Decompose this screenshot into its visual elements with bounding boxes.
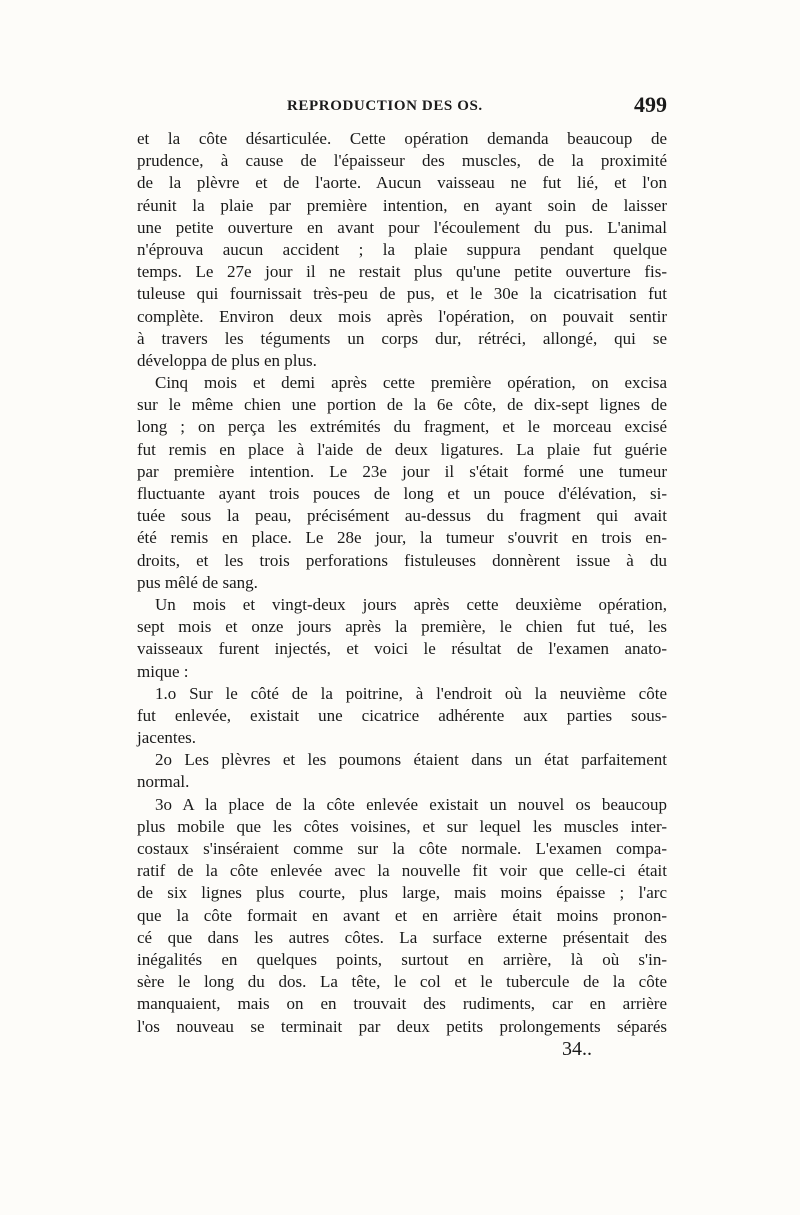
- text-line: fut remis en place à l'aide de deux ligatures. La plaie fut guérie: [137, 439, 667, 459]
- text-line: pus mêlé de sang.: [137, 572, 258, 592]
- text-line: inégalités en quelques points, surtout en arrière, là où s'in-: [137, 949, 667, 969]
- text-line: sère le long du dos. La tête, le col et le tubercule de la côte: [137, 972, 667, 992]
- text-line: n'éprouva aucun accident ; la plaie suppura pendant quelque: [137, 239, 667, 259]
- text-line: fluctuante ayant trois pouces de long et un pouce d'élévation, si-: [137, 484, 667, 503]
- text-line: vaisseaux furent injectés, et voici le résultat de l'examen anato-: [137, 639, 667, 659]
- text-line: plus mobile que les côtes voisines, et sur lequel les muscles inter-: [137, 816, 667, 836]
- text-line: temps. Le 27e jour il ne restait plus qu'une petite ouverture fis-: [137, 262, 667, 282]
- text-line: une petite ouverture en avant pour l'écoulement du pus. L'animal: [137, 217, 667, 237]
- text-line: 3o A la place de la côte enlevée existait un nouvel os beaucoup: [155, 794, 667, 814]
- text-line: sur le même chien une portion de la 6e côte, de dix-sept lignes de: [137, 395, 667, 415]
- text-line: manquaient, mais on en trouvait des rudiments, car en arrière: [137, 994, 667, 1014]
- text-line: à travers les téguments un corps dur, rétréci, allongé, qui se: [137, 328, 667, 348]
- page-number: 499: [634, 92, 667, 117]
- body-text: [137, 128, 667, 1038]
- page-header: [137, 92, 667, 122]
- text-line: tuleuse qui fournissait très-peu de pus, et le 30e la cicatrisation fut: [137, 284, 667, 304]
- text-line: normal.: [137, 772, 190, 792]
- text-line: 1.o Sur le côté de la poitrine, à l'endroit où la neuvième côte: [155, 683, 667, 703]
- signature-mark: 34..: [562, 1038, 592, 1060]
- text-line: ratif de la côte enlevée avec la nouvelle fit voir que celle-ci était: [137, 861, 667, 881]
- text-line: complète. Environ deux mois après l'opération, on pouvait sentir: [137, 306, 667, 326]
- text-line: sept mois et onze jours après la première, le chien fut tué, les: [137, 617, 667, 637]
- text-line: et la côte désarticulée. Cette opération demanda beaucoup de: [137, 129, 667, 148]
- running-head: REPRODUCTION DES OS.: [287, 98, 483, 114]
- text-line: de six lignes plus courte, plus large, mais moins épaisse ; l'arc: [137, 883, 667, 903]
- text-line: fut enlevée, existait une cicatrice adhérente aux parties sous-: [137, 705, 667, 725]
- text-line: que la côte formait en avant et en arrière était moins pronon-: [137, 905, 667, 925]
- text-line: 2o Les plèvres et les poumons étaient dans un état parfaitement: [155, 750, 667, 770]
- text-line: Un mois et vingt-deux jours après cette deuxième opération,: [155, 594, 667, 614]
- text-line: cé que dans les autres côtes. La surface externe présentait des: [137, 927, 667, 947]
- text-line: par première intention. Le 23e jour il s'était formé une tumeur: [137, 461, 667, 481]
- text-line: de la plèvre et de l'aorte. Aucun vaisseau ne fut lié, et l'on: [137, 173, 667, 193]
- text-line: Cinq mois et demi après cette première opération, on excisa: [155, 373, 667, 393]
- text-line: jacentes.: [137, 728, 196, 748]
- text-line: costaux s'inséraient comme sur la côte normale. L'examen compa-: [137, 839, 667, 858]
- text-line: développa de plus en plus.: [137, 350, 317, 370]
- text-line: long ; on perça les extrémités du fragment, et le morceau excisé: [137, 417, 667, 437]
- text-line: l'os nouveau se terminait par deux petits prolongements séparés: [137, 1016, 667, 1036]
- text-line: droits, et les trois perforations fistuleuses donnèrent issue à du: [137, 550, 667, 570]
- text-line: été remis en place. Le 28e jour, la tumeur s'ouvrit en trois en-: [137, 528, 667, 548]
- text-line: prudence, à cause de l'épaisseur des muscles, de la proximité: [137, 151, 667, 171]
- text-line: réunit la plaie par première intention, en ayant soin de laisser: [137, 195, 667, 215]
- text-line: tuée sous la peau, précisément au-dessus du fragment qui avait: [137, 506, 667, 526]
- text-line: mique :: [137, 661, 189, 681]
